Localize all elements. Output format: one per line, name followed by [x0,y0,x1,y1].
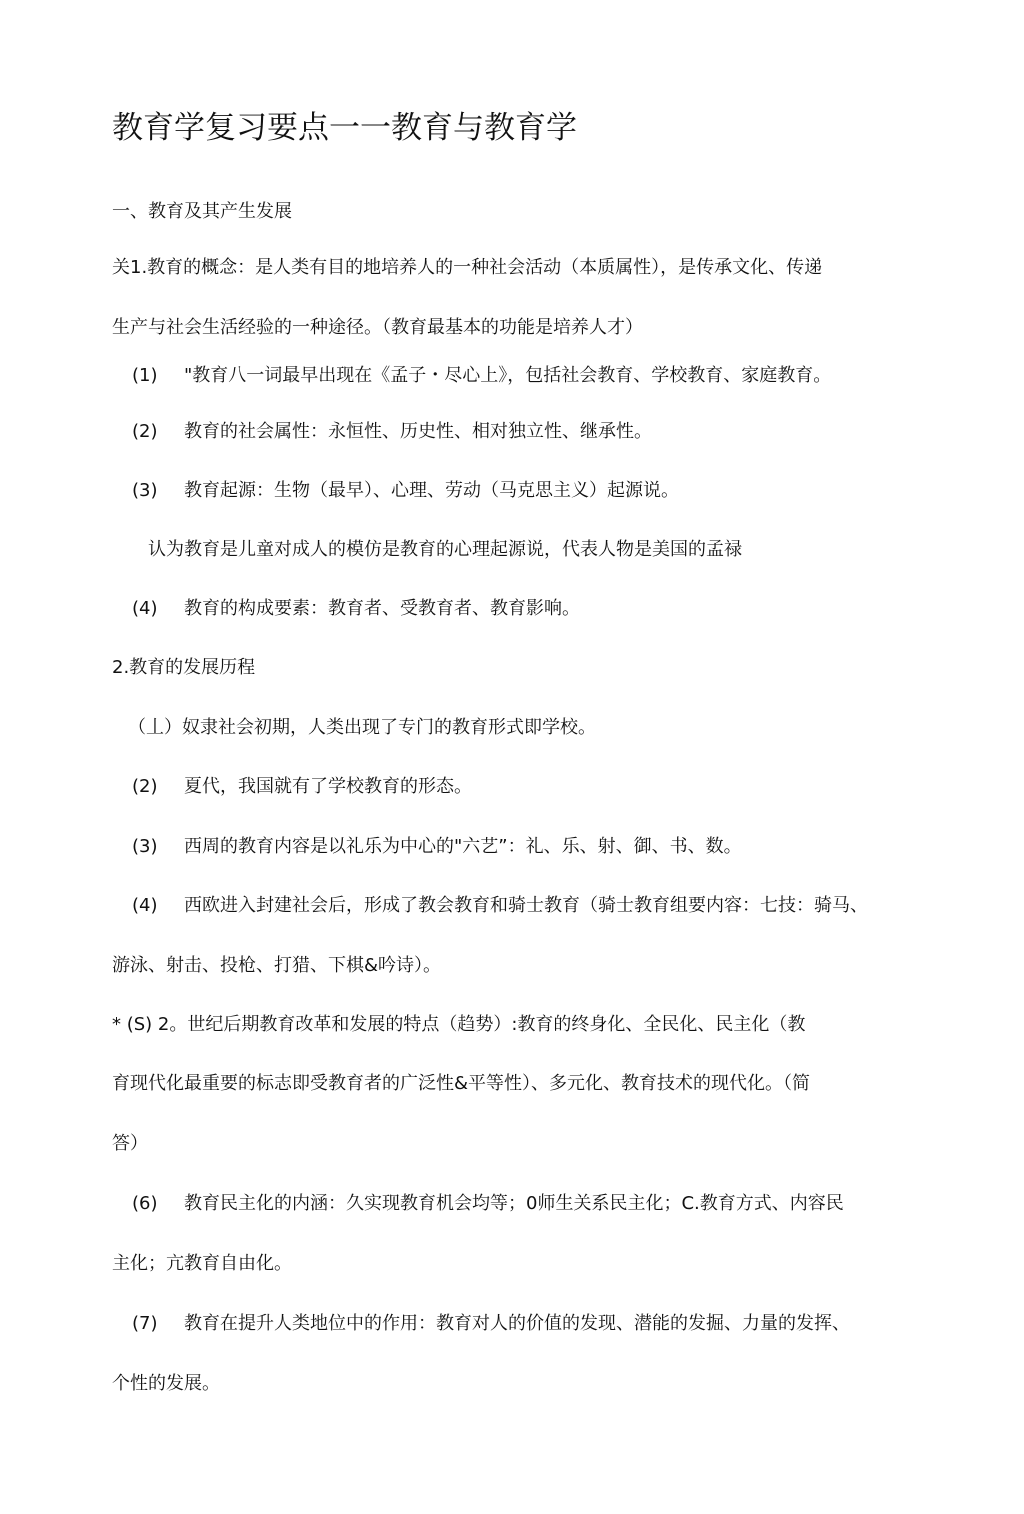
list-number: (1) [132,365,158,386]
paragraph-line: 主化；亢教育自由化。 [112,1253,292,1274]
section-heading: 一、教育及其产生发展 [112,201,292,222]
paragraph-line: 育现代化最重要的标志即受教育者的广泛性&平等性）、多元化、教育技术的现代化。（简 [112,1073,811,1094]
paragraph-line: 生产与社会生活经验的一种途径。（教育最基本的功能是培养人才） [112,317,643,338]
paragraph-line: 个性的发展。 [112,1373,220,1394]
section-heading: 2.教育的发展历程 [112,657,256,678]
list-number: (2) [132,776,158,797]
list-item-text: "教育八一词最早出现在《孟子・尽心上》，包括社会教育、学校教育、家庭教育。 [184,365,832,386]
list-item [132,364,831,388]
list-item [132,775,472,799]
list-item [132,835,742,859]
paragraph-line: 游泳、射击、投枪、打猎、下棋&吟诗）。 [112,955,442,976]
list-number: (3) [132,480,158,501]
paragraph-line: * (S) 2。世纪后期教育改革和发展的特点（趋势）:教育的终身化、全民化、民主化（教 [112,1014,806,1035]
list-item-text: 西周的教育内容是以礼乐为中心的"六艺”：礼、乐、射、御、书、数。 [184,836,742,857]
list-item-text: 教育的构成要素：教育者、受教育者、教育影响。 [184,598,580,619]
list-number: (4) [132,598,158,619]
page-title: 教育学复习要点一一教育与教育学 [112,110,577,146]
paragraph-line: 认为教育是儿童对成人的模仿是教育的心理起源说，代表人物是美国的孟禄 [148,539,742,560]
list-number: (6) [132,1193,158,1214]
list-item-text: 教育起源：生物（最早）、心理、劳动（马克思主义）起源说。 [184,480,679,501]
list-item [132,597,580,621]
list-item-text: 西欧进入封建社会后，形成了教会教育和骑士教育（骑士教育组要内容：七技：骑马、 [184,895,868,916]
paragraph-line: 关1.教育的概念：是人类有目的地培养人的一种社会活动（本质属性），是传承文化、传递 [112,257,823,278]
list-item [132,479,679,503]
list-number: (7) [132,1313,158,1334]
list-item [132,420,652,444]
list-item-text: 教育民主化的内涵：久实现教育机会均等；0师生关系民主化；C.教育方式、内容民 [184,1193,844,1214]
list-number: (3) [132,836,158,857]
list-item [132,1192,844,1216]
list-item-text: 教育在提升人类地位中的作用：教育对人的价值的发现、潜能的发掘、力量的发挥、 [184,1313,850,1334]
list-item [132,894,868,918]
list-item-text: 教育的社会属性：永恒性、历史性、相对独立性、继承性。 [184,421,652,442]
list-item [132,1312,850,1336]
list-number: (4) [132,895,158,916]
paragraph-line: 答） [112,1133,148,1154]
list-item-text: 夏代，我国就有了学校教育的形态。 [184,776,472,797]
list-item: （丄）奴隶社会初期，人类出现了专门的教育形式即学校。 [128,717,596,738]
list-number: (2) [132,421,158,442]
